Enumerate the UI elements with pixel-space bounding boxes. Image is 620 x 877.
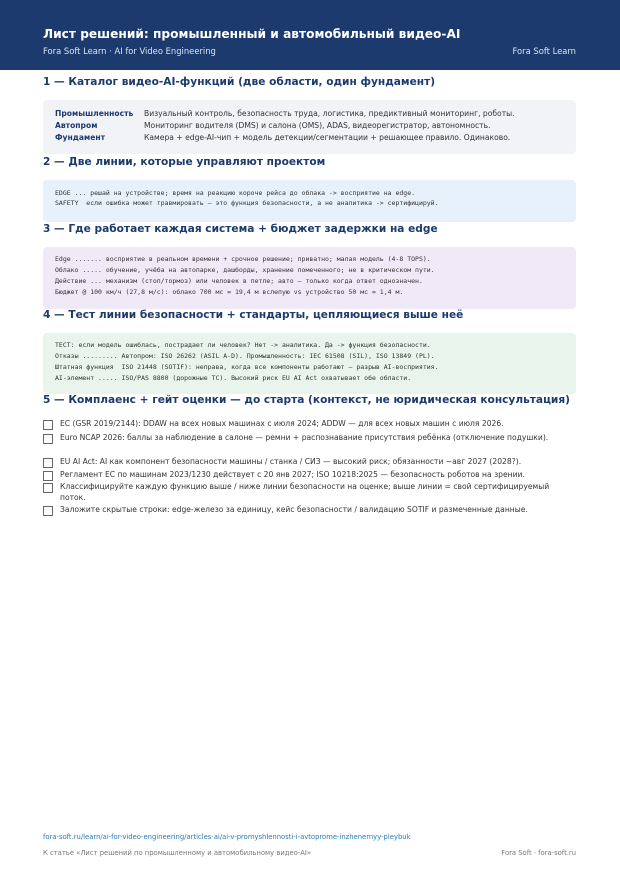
checkbox[interactable]	[43, 483, 53, 493]
section-3-title: 3 — Где работает каждая система + бюджет задержки на edge	[43, 223, 438, 235]
catalog-key: Промышленность	[55, 109, 134, 118]
section-2-box	[43, 180, 576, 222]
section-4-title: 4 — Тест линии безопасности + стандарты, цепляющиеся выше неё	[43, 309, 464, 321]
catalog-value: Визуальный контроль, безопасность труда, логистика, предиктивный мониторинг, роботы.	[144, 109, 515, 118]
code-line: Бюджет @ 100 км/ч (27,8 м/с): облако 700 мс = 19,4 м вслепую vs устройство 50 мс = 1,4 м.	[55, 288, 404, 296]
code-line: Отказы ......... Автопром: ISO 26262 (ASIL A-D). Промышленность: IEC 61508 (SIL), ISO 13849 (PL).	[55, 352, 435, 360]
checkbox[interactable]	[43, 434, 53, 444]
code-line: ТЕСТ: если модель ошиблась, пострадает ли человек? Нет -> аналитика. Да -> функция безопасности.	[55, 341, 431, 349]
checkbox[interactable]	[43, 506, 53, 516]
checklist-text: Классифицируйте каждую функцию выше / ниже линии безопасности на оценке; выше линии = свой сертифицируемый поток.	[60, 482, 550, 502]
article-link[interactable]: fora-soft.ru/learn/ai-for-video-engineering/articles-ai/ai-v-promyshlennosti-i-avtoprome-inzhenernyy-pleybuk	[43, 833, 411, 841]
section-2-title: 2 — Две линии, которые управляют проектом	[43, 156, 326, 168]
code-line: Действие ... механизм (стоп/тормоз) или человек в петле; авто — только когда ответ однозначен.	[55, 277, 423, 285]
checklist-text: Регламент ЕС по машинам 2023/1230 действует с 20 янв 2027; ISO 10218:2025 — безопасность роботов на зрении.	[60, 470, 525, 479]
code-line: EDGE ... решай на устройстве; время на реакцию короче рейса до облака -> восприятие на edge.	[55, 189, 416, 197]
section-1-box	[43, 100, 576, 154]
checklist-text: Euro NCAP 2026: баллы за наблюдение в салоне — ремни + распознавание присутствия ребёнка (отключение подушки).	[60, 433, 549, 442]
section-1-title: 1 — Каталог видео-AI-функций (две области, один фундамент)	[43, 76, 436, 88]
header-brand: Fora Soft Learn	[512, 46, 576, 56]
checkbox[interactable]	[43, 458, 53, 468]
code-line: Облако ..... обучение, учёба на автопарке, дашборды, хранение помеченного; не в критическом пути.	[55, 266, 435, 274]
header-subtitle: Fora Soft Learn · AI for Video Engineering	[43, 46, 216, 56]
header-banner	[0, 0, 620, 70]
section-4-box	[43, 333, 576, 394]
code-line: AI-элемент ..... ISO/PAS 8800 (дорожные ТС). Высокий риск EU AI Act охватывает обе области.	[55, 374, 412, 382]
catalog-key: Фундамент	[55, 133, 105, 142]
footer-caption: К статье «Лист решений по промышленному и автомобильному видео-AI»	[43, 849, 312, 857]
checklist-text: EU AI Act: AI как компонент безопасности машины / станка / СИЗ — высокий риск; обязанности ~авг 2027 (2028?).	[60, 457, 522, 466]
catalog-key: Автопром	[55, 121, 98, 130]
code-line: Штатная функция ISO 21448 (SOTIF): неправа, когда все компоненты работают — разрыв AI-восприятия.	[55, 363, 439, 371]
catalog-value: Камера + edge-AI-чип + модель детекции/сегментации + решающее правило. Одинаково.	[144, 133, 511, 142]
code-line: Edge ....... восприятие в реальном времени + срочное решение; приватно; малая модель (4-8 TOPS).	[55, 255, 431, 263]
page-title: Лист решений: промышленный и автомобильный видео-AI	[43, 27, 461, 41]
code-line: SAFETY если ошибка может травмировать — это функция безопасности, а не аналитика -> сертифицируй.	[55, 199, 439, 207]
checkbox[interactable]	[43, 420, 53, 430]
checklist-text: EC (GSR 2019/2144): DDAW на всех новых машинах с июля 2024; ADDW — для всех новых машин с июля 2026.	[60, 419, 504, 428]
catalog-value: Мониторинг водителя (DMS) и салона (OMS), ADAS, видеорегистратор, автономность.	[144, 121, 491, 130]
checkbox[interactable]	[43, 471, 53, 481]
section-3-box	[43, 247, 576, 309]
section-5-title: 5 — Комплаенс + гейт оценки — до старта (контекст, не юридическая консультация)	[43, 394, 570, 406]
footer-brand: Fora Soft · fora-soft.ru	[501, 849, 576, 857]
checklist-text: Заложите скрытые строки: edge-железо за единицу, кейс безопасности / валидацию SOTIF и размеченные данные.	[60, 505, 528, 514]
